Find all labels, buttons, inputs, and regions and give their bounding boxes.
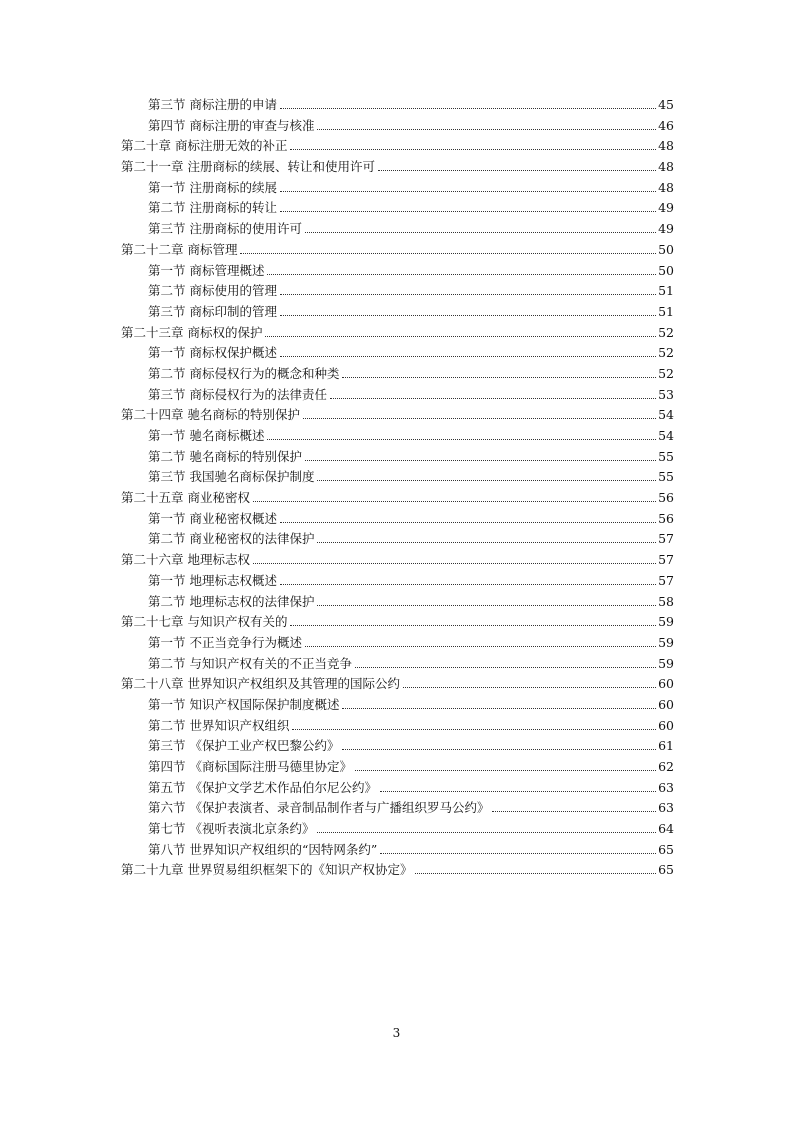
dot-leader (280, 107, 656, 109)
dot-leader (303, 417, 656, 419)
toc-entry-page: 55 (658, 448, 674, 464)
toc-entry-title: 第一节 地理标志权概述 (148, 572, 277, 588)
toc-entry-page: 57 (658, 552, 674, 568)
toc-entry-title: 第二十六章 地理标志权 (121, 552, 250, 568)
toc-entry-page: 59 (658, 614, 674, 630)
toc-entry-page: 60 (658, 717, 674, 733)
toc-entry-page: 59 (658, 634, 674, 650)
toc-section-entry[interactable] (121, 592, 674, 613)
toc-entry-title: 第八节 世界知识产权组织的“因特网条约” (148, 841, 378, 857)
toc-entry-title: 第四节 商标注册的审查与核准 (148, 117, 315, 133)
toc-entry-title: 第二节 驰名商标的特别保护 (148, 448, 302, 464)
toc-section-entry[interactable] (121, 302, 674, 323)
dot-leader (415, 872, 656, 874)
dot-leader (378, 169, 656, 171)
toc-entry-page: 65 (658, 862, 674, 878)
toc-entry-title: 第二节 商标使用的管理 (148, 283, 277, 299)
dot-leader (355, 666, 656, 668)
toc-entry-page: 54 (658, 407, 674, 423)
dot-leader (380, 790, 656, 792)
dot-leader (305, 459, 656, 461)
toc-chapter-entry[interactable] (121, 405, 674, 426)
dot-leader (290, 148, 656, 150)
toc-entry-page: 62 (658, 759, 674, 774)
toc-entry-page: 52 (658, 345, 674, 361)
toc-entry-page: 48 (658, 179, 674, 195)
toc-entry-page: 53 (658, 386, 674, 402)
toc-section-entry[interactable] (121, 364, 674, 385)
toc-section-entry[interactable] (121, 633, 674, 654)
toc-section-entry[interactable] (121, 716, 674, 737)
toc-entry-page: 61 (658, 738, 674, 754)
toc-entry-title: 第三节 《保护工业产权巴黎公约》 (148, 738, 340, 754)
toc-entry-title: 第二十一章 注册商标的续展、转让和使用许可 (121, 159, 375, 175)
toc-section-entry[interactable] (121, 840, 674, 861)
toc-entry-title: 第二节 与知识产权有关的不正当竞争 (148, 655, 352, 671)
toc-entry-title: 第一节 驰名商标概述 (148, 428, 265, 443)
dot-leader (280, 583, 656, 585)
toc-entry-title: 第二十八章 世界知识产权组织及其管理的国际公约 (121, 676, 400, 692)
toc-section-entry[interactable] (121, 778, 674, 799)
toc-entry-title: 第一节 商标管理概述 (148, 262, 265, 278)
toc-entry-title: 第二节 商业秘密权的法律保护 (148, 531, 315, 547)
toc-section-entry[interactable] (121, 198, 674, 219)
dot-leader (403, 686, 656, 688)
toc-entry-page: 45 (658, 97, 674, 112)
toc-entry-title: 第二十三章 商标权的保护 (121, 324, 263, 340)
dot-leader (305, 645, 656, 647)
toc-section-entry[interactable] (121, 509, 674, 530)
toc-entry-title: 第二十章 商标注册无效的补正 (121, 138, 288, 154)
dot-leader (267, 438, 656, 440)
dot-leader (305, 231, 656, 233)
dot-leader (267, 273, 656, 275)
toc-entry-page: 50 (658, 262, 674, 278)
toc-entry-title: 第一节 不正当竞争行为概述 (148, 634, 302, 650)
dot-leader (380, 852, 656, 854)
dot-leader (253, 500, 656, 502)
dot-leader (240, 252, 656, 254)
toc-entry-title: 第五节 《保护文学艺术作品伯尔尼公约》 (148, 779, 377, 795)
toc-entry-page: 55 (658, 469, 674, 485)
toc-section-entry[interactable] (121, 571, 674, 592)
toc-entry-title: 第二十七章 与知识产权有关的 (121, 614, 288, 630)
toc-entry-page: 56 (658, 490, 674, 506)
toc-entry-title: 第二十五章 商业秘密权 (121, 490, 250, 506)
toc-entry-title: 第一节 知识产权国际保护制度概述 (148, 696, 340, 712)
toc-section-entry[interactable] (121, 261, 674, 282)
toc-chapter-entry[interactable] (121, 488, 674, 509)
dot-leader (342, 748, 656, 750)
toc-entry-page: 64 (658, 821, 674, 837)
toc-section-entry[interactable] (121, 529, 674, 550)
toc-chapter-entry[interactable] (121, 157, 674, 178)
toc-entry-title: 第四节 《商标国际注册马德里协定》 (148, 759, 352, 774)
dot-leader (330, 397, 656, 399)
toc-entry-page: 63 (658, 779, 674, 795)
toc-entry-title: 第二节 世界知识产权组织 (148, 717, 290, 733)
toc-entry-title: 第三节 商标侵权行为的法律责任 (148, 386, 327, 402)
dot-leader (317, 604, 656, 606)
dot-leader (317, 541, 656, 543)
toc-entry-page: 50 (658, 241, 674, 257)
toc-entry-title: 第一节 注册商标的续展 (148, 179, 277, 195)
toc-entry-title: 第三节 我国驰名商标保护制度 (148, 469, 315, 485)
dot-leader (317, 128, 656, 130)
toc-section-entry[interactable] (121, 116, 674, 137)
toc-entry-title: 第二节 商标侵权行为的概念和种类 (148, 365, 340, 381)
dot-leader (290, 624, 656, 626)
dot-leader (265, 335, 656, 337)
dot-leader (317, 831, 656, 833)
toc-entry-title: 第三节 商标注册的申请 (148, 97, 277, 112)
toc-section-entry[interactable] (121, 447, 674, 468)
toc-entry-page: 51 (658, 283, 674, 299)
toc-section-entry[interactable] (121, 654, 674, 675)
dot-leader (355, 769, 656, 771)
toc-entry-page: 60 (658, 676, 674, 692)
toc-entry-page: 59 (658, 655, 674, 671)
toc-entry-page: 57 (658, 531, 674, 547)
toc-section-entry[interactable] (121, 757, 674, 778)
toc-entry-title: 第二节 注册商标的转让 (148, 200, 277, 216)
toc-entry-page: 51 (658, 303, 674, 319)
toc-entry-title: 第三节 商标印制的管理 (148, 303, 277, 319)
toc-section-entry[interactable] (121, 426, 674, 447)
toc-chapter-entry[interactable] (121, 674, 674, 695)
toc-entry-page: 52 (658, 365, 674, 381)
toc-entry-page: 57 (658, 572, 674, 588)
dot-leader (280, 521, 656, 523)
dot-leader (342, 376, 656, 378)
page-number: 3 (392, 1026, 401, 1040)
toc-section-entry[interactable] (121, 385, 674, 406)
toc-section-entry[interactable] (121, 798, 674, 819)
toc-section-entry[interactable] (121, 178, 674, 199)
toc-entry-page: 49 (658, 200, 674, 216)
table-of-contents (121, 95, 674, 881)
toc-chapter-entry[interactable] (121, 240, 674, 261)
toc-entry-title: 第二十四章 驰名商标的特别保护 (121, 407, 300, 423)
toc-chapter-entry[interactable] (121, 550, 674, 571)
dot-leader (292, 728, 656, 730)
dot-leader (317, 479, 656, 481)
toc-entry-title: 第二十二章 商标管理 (121, 241, 238, 257)
toc-entry-title: 第一节 商标权保护概述 (148, 345, 277, 361)
toc-entry-title: 第三节 注册商标的使用许可 (148, 221, 302, 237)
toc-section-entry[interactable] (121, 281, 674, 302)
toc-entry-page: 48 (658, 138, 674, 154)
dot-leader (342, 707, 656, 709)
toc-entry-page: 54 (658, 428, 674, 443)
toc-entry-title: 第一节 商业秘密权概述 (148, 510, 277, 526)
dot-leader (253, 562, 656, 564)
toc-entry-page: 56 (658, 510, 674, 526)
toc-entry-page: 58 (658, 593, 674, 609)
dot-leader (280, 190, 656, 192)
dot-leader (492, 810, 656, 812)
toc-chapter-entry[interactable] (121, 860, 674, 881)
toc-chapter-entry[interactable] (121, 136, 674, 157)
toc-entry-page: 65 (658, 841, 674, 857)
toc-entry-page: 52 (658, 324, 674, 340)
toc-entry-title: 第七节 《视听表演北京条约》 (148, 821, 315, 837)
toc-entry-page: 48 (658, 159, 674, 175)
toc-chapter-entry[interactable] (121, 323, 674, 344)
toc-entry-title: 第六节 《保护表演者、录音制品制作者与广播组织罗马公约》 (148, 800, 490, 816)
toc-section-entry[interactable] (121, 736, 674, 757)
toc-section-entry[interactable] (121, 343, 674, 364)
toc-section-entry[interactable] (121, 695, 674, 716)
toc-entry-title: 第二十九章 世界贸易组织框架下的《知识产权协定》 (121, 862, 413, 878)
dot-leader (280, 210, 656, 212)
toc-entry-page: 63 (658, 800, 674, 816)
dot-leader (280, 355, 656, 357)
toc-entry-title: 第二节 地理标志权的法律保护 (148, 593, 315, 609)
toc-chapter-entry[interactable] (121, 612, 674, 633)
dot-leader (280, 293, 656, 295)
toc-entry-page: 49 (658, 221, 674, 237)
dot-leader (280, 314, 656, 316)
toc-section-entry[interactable] (121, 819, 674, 840)
toc-entry-page: 60 (658, 696, 674, 712)
toc-section-entry[interactable] (121, 467, 674, 488)
toc-entry-page: 46 (658, 117, 674, 133)
toc-section-entry[interactable] (121, 95, 674, 116)
toc-section-entry[interactable] (121, 219, 674, 240)
